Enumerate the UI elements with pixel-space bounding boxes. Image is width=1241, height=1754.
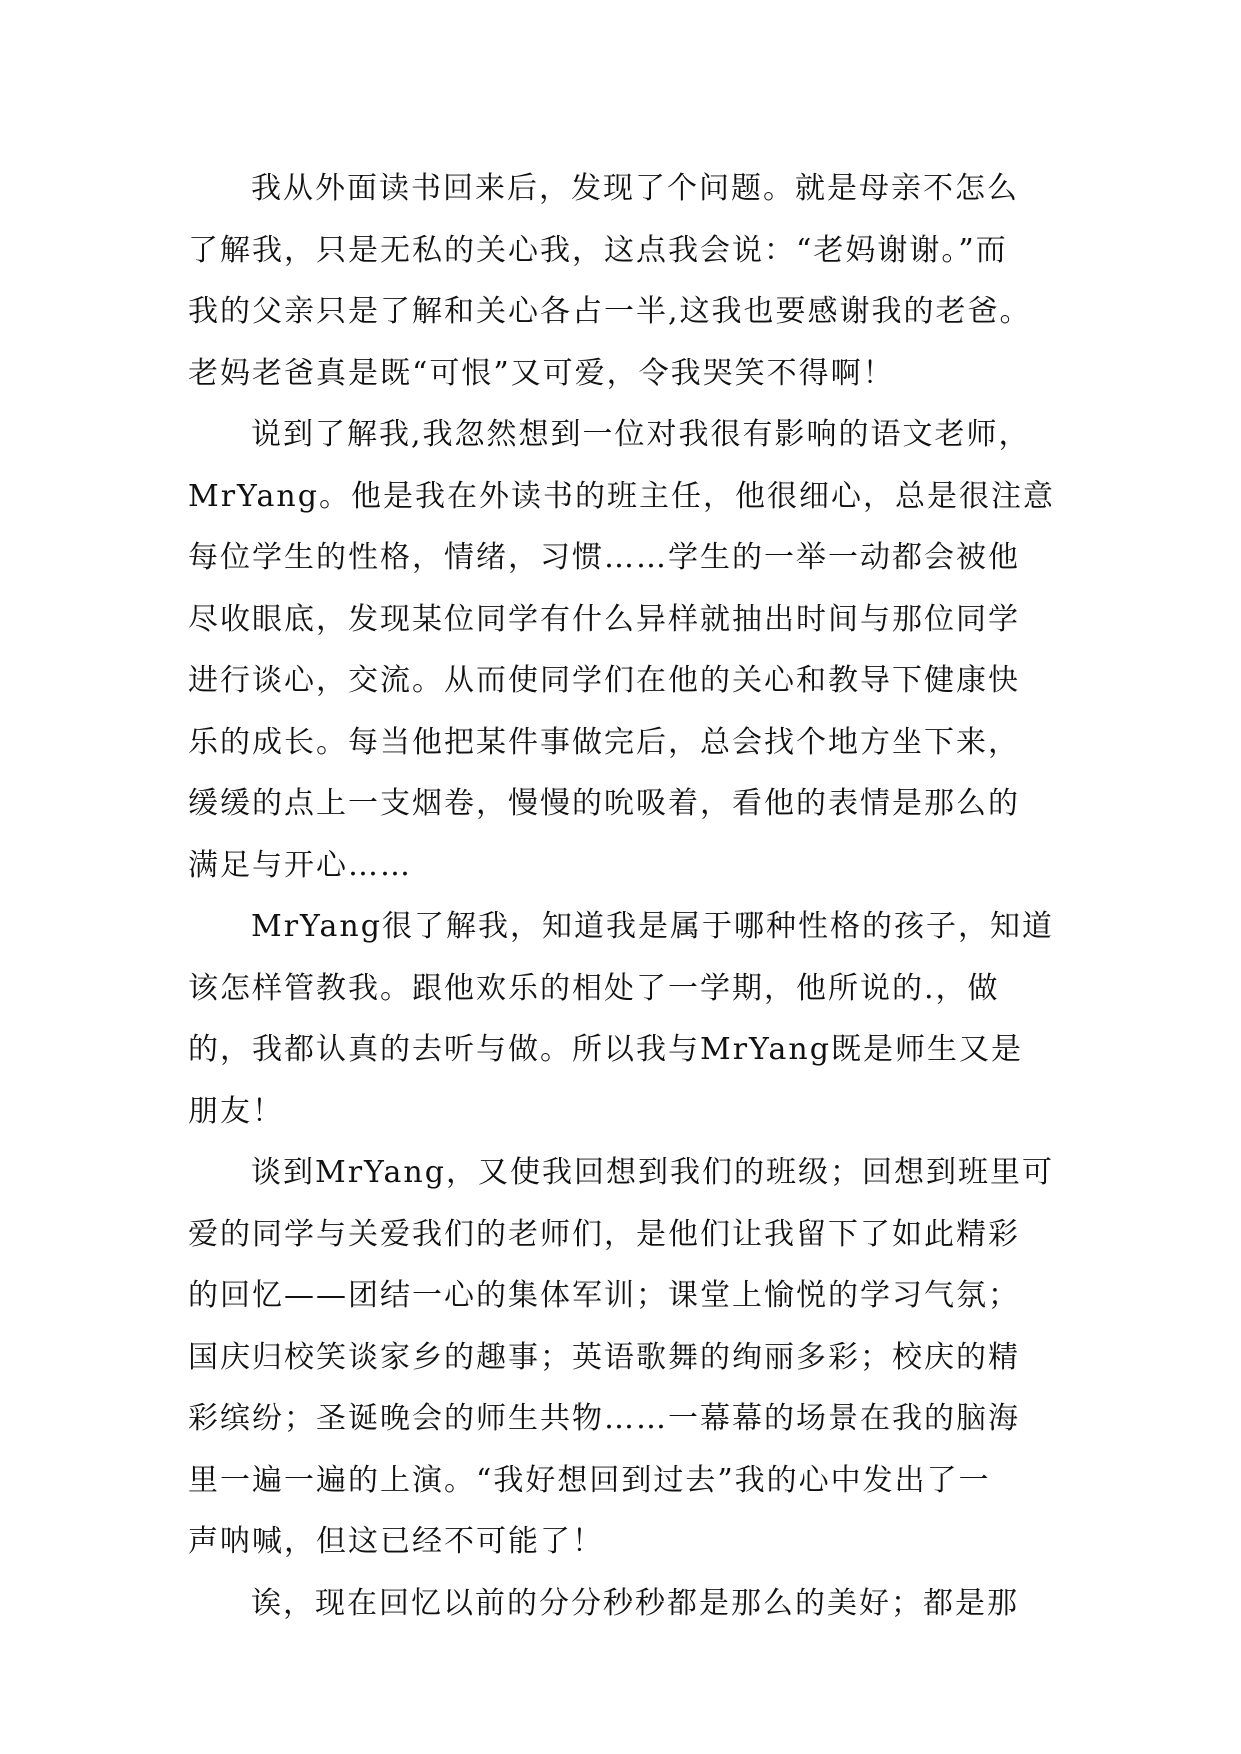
text-line: 我从外面读书回来后，发现了个问题。就是母亲不怎么 <box>251 171 1019 206</box>
text-line: 缓缓的点上一支烟卷，慢慢的吮吸着，看他的表情是那么的 <box>188 786 1020 821</box>
text-line: 尽收眼底，发现某位同学有什么异样就抽出时间与那位同学 <box>188 601 1020 637</box>
text-line: 朋友！ <box>188 1093 284 1129</box>
text-line: 的回忆——团结一心的集体军训；课堂上愉悦的学习气氛； <box>188 1278 1020 1313</box>
text-line: 的，我都认真的去听与做。所以我与MrYang既是师生又是 <box>188 1032 1023 1067</box>
text-line: MrYang。他是我在外读书的班主任，他很细心，总是很注意 <box>188 478 1055 514</box>
text-line: 了解我，只是无私的关心我，这点我会说：“老妈谢谢。”而 <box>188 232 1008 268</box>
text-line: 声呐喊，但这已经不可能了！ <box>188 1524 604 1559</box>
text-line: 里一遍一遍的上演。“我好想回到过去”我的心中发出了一 <box>188 1462 991 1498</box>
text-line: 该怎样管教我。跟他欢乐的相处了一学期，他所说的.，做 <box>188 970 1000 1006</box>
text-line: 诶，现在回忆以前的分分秒秒都是那么的美好；都是那 <box>251 1585 1019 1621</box>
text-line: 乐的成长。每当他把某件事做完后，总会找个地方坐下来， <box>188 724 1020 760</box>
text-line: 每位学生的性格，情绪，习惯……学生的一举一动都会被他 <box>188 540 1020 575</box>
text-line: MrYang很了解我，知道我是属于哪种性格的孩子，知道 <box>251 909 1054 944</box>
text-line: 老妈老爸真是既“可恨”又可爱，令我哭笑不得啊！ <box>188 355 895 391</box>
text-line: 爱的同学与关爱我们的老师们，是他们让我留下了如此精彩 <box>188 1216 1020 1252</box>
text-line: 国庆归校笑谈家乡的趣事；英语歌舞的绚丽多彩；校庆的精 <box>188 1339 1020 1375</box>
text-line: 彩缤纷；圣诞晚会的师生共物……一幕幕的场景在我的脑海 <box>188 1401 1020 1436</box>
text-line: 进行谈心，交流。从而使同学们在他的关心和教导下健康快 <box>188 663 1020 698</box>
text-line: 谈到MrYang，又使我回想到我们的班级；回想到班里可 <box>251 1155 1054 1190</box>
text-line: 满足与开心…… <box>188 847 412 883</box>
text-line: 说到了解我,我忽然想到一位对我很有影响的语文老师， <box>251 417 1031 452</box>
document-body <box>188 158 1058 1634</box>
text-line: 我的父亲只是了解和关心各占一半,这我也要感谢我的老爸。 <box>188 294 1032 329</box>
